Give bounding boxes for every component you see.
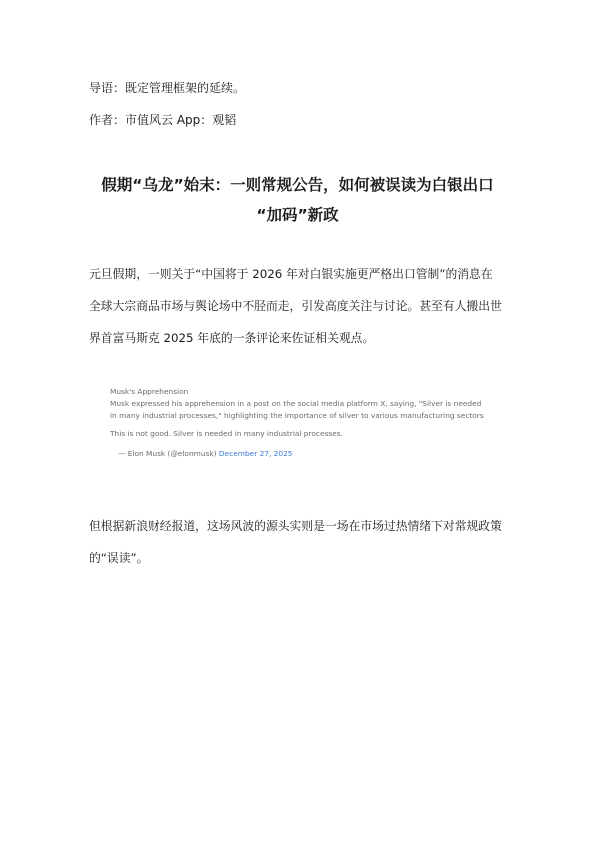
paragraph-2-line-1: 但根据新浪财经报道，这场风波的源头实则是一场在市场过热情绪下对常规政策 bbox=[89, 519, 502, 533]
author-line: 作者：市值风云 App：观韬 bbox=[89, 113, 237, 127]
paragraph-1-line-3: 界首富马斯克 2025 年底的一条评论来佐证相关观点。 bbox=[89, 331, 375, 345]
paragraph-2-line-2: 的“误读”。 bbox=[89, 551, 149, 565]
tweet-date-link[interactable]: December 27, 2025 bbox=[218, 449, 293, 458]
paragraph-1-line-2: 全球大宗商品市场与舆论场中不胫而走，引发高度关注与讨论。甚至有人搬出世 bbox=[89, 299, 502, 313]
article-title-line-1: 假期“乌龙”始末：一则常规公告，如何被误读为白银出口 bbox=[101, 176, 494, 194]
quote-heading: Musk's Apprehension bbox=[110, 387, 189, 396]
embedded-quote-image bbox=[110, 386, 530, 460]
quote-text-line-2: in many industrial processes," highlighting the importance of silver to various manufacturing sectors bbox=[110, 411, 484, 420]
quote-text-line-1: Musk expressed his apprehension in a post on the social media platform X, saying, "Silver is needed bbox=[110, 399, 482, 408]
tweet-signature bbox=[110, 448, 530, 460]
article-title-line-2: “加码”新政 bbox=[256, 206, 339, 224]
quoted-tweet: This is not good. Silver is needed in many industrial processes. bbox=[110, 429, 343, 438]
tweet-author: — Elon Musk (@elonmusk) bbox=[118, 449, 217, 458]
intro-line: 导语：既定管理框架的延续。 bbox=[89, 81, 246, 95]
paragraph-1-line-1: 元旦假期，一则关于“中国将于 2026 年对白银实施更严格出口管制”的消息在 bbox=[89, 267, 493, 281]
